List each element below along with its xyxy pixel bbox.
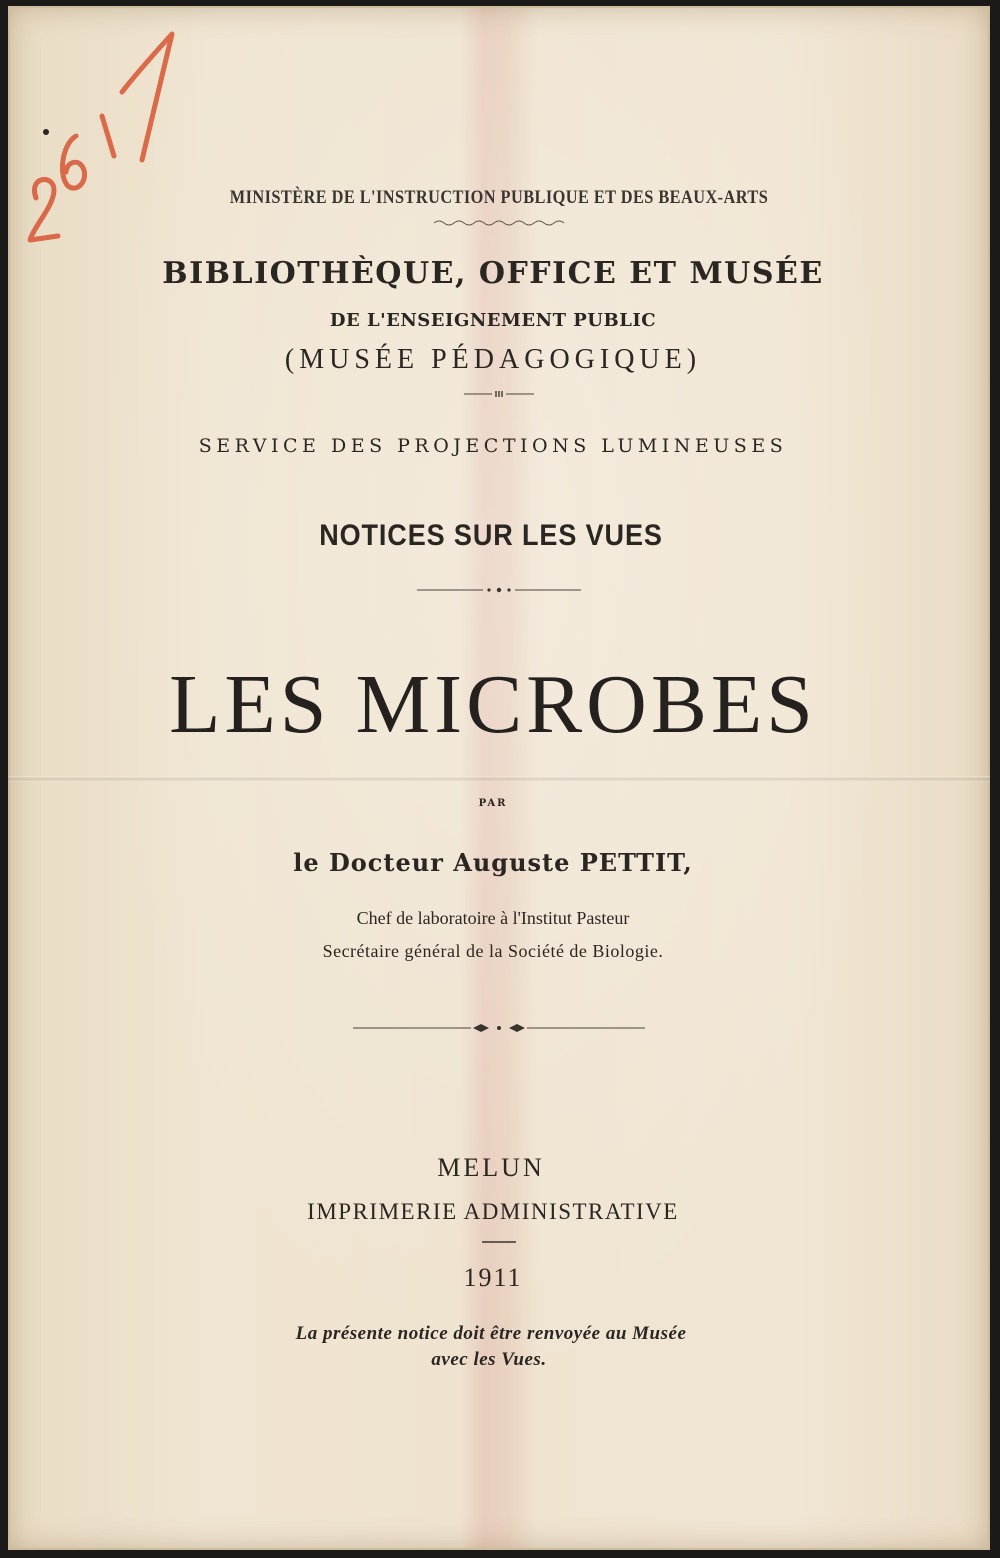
series-heading: NOTICES SUR LES VUES bbox=[319, 519, 663, 552]
ministry-heading: MINISTÈRE DE L'INSTRUCTION PUBLIQUE ET DES BEAUX-ARTS bbox=[229, 187, 769, 208]
title-page bbox=[8, 6, 990, 1550]
document-title: LES MICROBES bbox=[169, 658, 817, 751]
imprint-city: MELUN bbox=[437, 1153, 545, 1182]
paper-fold bbox=[8, 776, 990, 782]
wavy-rule bbox=[8, 219, 990, 227]
return-notice-line: avec les Vues. bbox=[431, 1349, 547, 1370]
institution-alt-name: (MUSÉE PÉDAGOGIQUE) bbox=[284, 344, 702, 375]
dotted-rule-ornament bbox=[8, 585, 990, 595]
author-role: Secrétaire général de la Société de Biologie. bbox=[322, 941, 664, 961]
short-rule bbox=[8, 1240, 990, 1244]
service-heading: SERVICE DES PROJECTIONS LUMINEUSES bbox=[198, 435, 788, 457]
institution-name: BIBLIOTHÈQUE, OFFICE ET MUSÉE bbox=[162, 256, 824, 291]
imprint-printer: IMPRIMERIE ADMINISTRATIVE bbox=[307, 1199, 679, 1224]
imprint-year: 1911 bbox=[463, 1263, 523, 1292]
return-notice-line: La présente notice doit être renvoyée au Musée bbox=[295, 1323, 687, 1344]
fleuron-rule-ornament bbox=[8, 1022, 990, 1034]
small-rule-ornament bbox=[8, 390, 990, 398]
by-label: PAR bbox=[478, 798, 508, 809]
author-role: Chef de laboratoire à l'Institut Pasteur bbox=[356, 908, 630, 928]
author-name: le Docteur Auguste PETTIT, bbox=[293, 848, 693, 877]
institution-subtitle: DE L'ENSEIGNEMENT PUBLIC bbox=[329, 310, 657, 331]
